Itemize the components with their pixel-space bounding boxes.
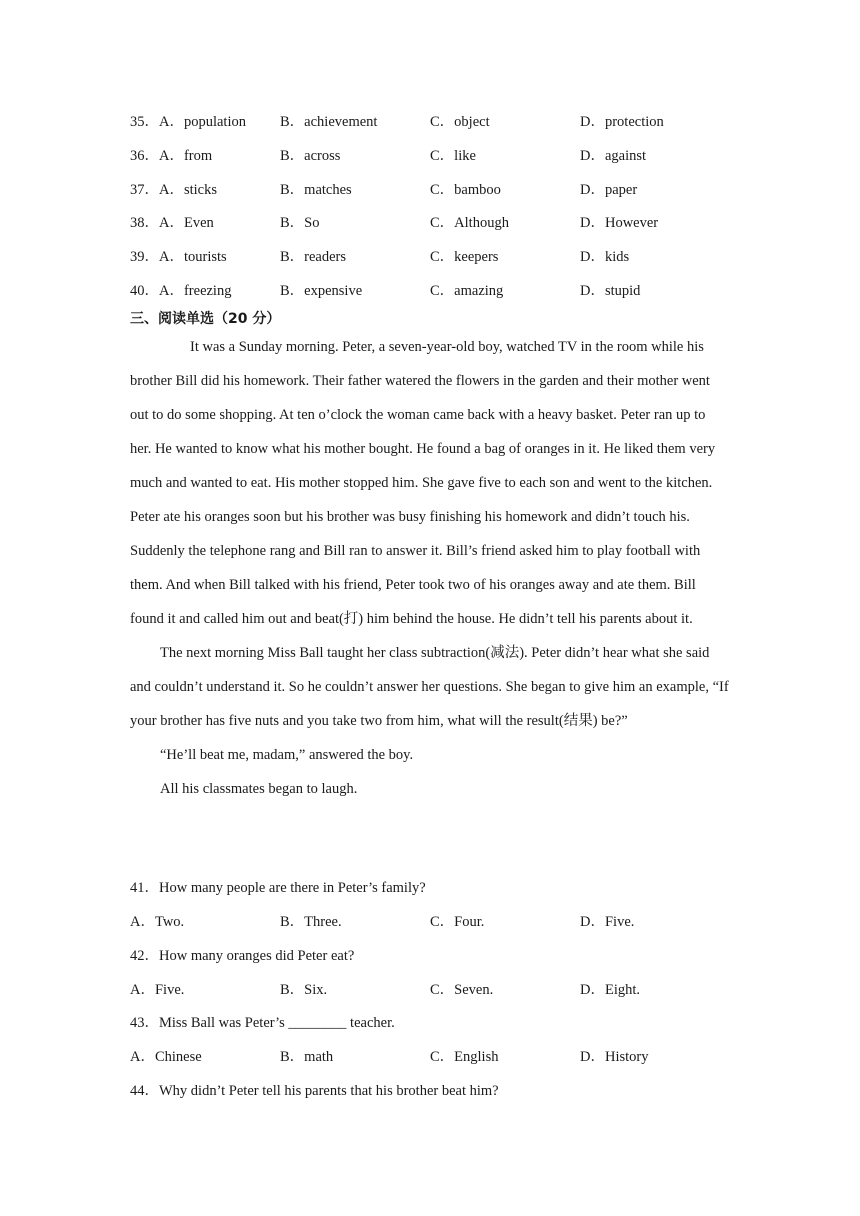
option-b: B．expensive: [280, 283, 363, 299]
option-c: C．Although: [430, 215, 509, 231]
option-b: B．math: [280, 1049, 334, 1065]
option-a: A．Chinese: [130, 1049, 202, 1065]
question-42-stem: 42．How many oranges did Peter eat?: [130, 948, 355, 964]
cloze-row-37: [130, 178, 730, 202]
option-a: A．Two.: [130, 914, 185, 930]
passage-paragraph-1: It was a Sunday morning. Peter, a seven-year-old boy, watched TV in the room while his brother Bill did his homework. Their father watered the flowers in the garden and their mother went out to do some shopping. At ten o’clock the woman came back with a heavy basket. Peter ran up to her. He wanted to know what his mother bought. He found a bag of oranges in it. He liked them very much and wanted to eat. His mother stopped him. She gave five to each son and went to the kitchen. Peter ate his oranges soon but his brother was busy finishing his homework and didn’t touch his. Suddenly the telephone rang and Bill ran to answer it. Bill’s friend asked him to play football with them. And when Bill talked with his friend, Peter took two of his oranges away and ate them. Bill found it and called him out and beat(打) him behind the house. He didn’t tell his parents about it.: [130, 339, 716, 627]
cloze-row-39: [130, 245, 730, 269]
option-c: C．Four.: [430, 914, 485, 930]
question-43-options: [130, 1045, 730, 1069]
option-c: C．bamboo: [430, 182, 501, 198]
option-c: C．like: [430, 148, 476, 164]
option-a: 40．A．freezing: [130, 283, 232, 299]
passage-paragraph-2: The next morning Miss Ball taught her class subtraction(减法). Peter didn’t hear what she said and couldn’t understand it. So he couldn’t answer her questions. She began to give him an example, “If your brother has five nuts and you take two from him, what will the result(结果) be?”: [130, 645, 729, 729]
option-c: C．keepers: [430, 249, 499, 265]
option-c: C．amazing: [430, 283, 504, 299]
option-b: B．So: [280, 215, 320, 231]
option-a: 38．A．Even: [130, 215, 214, 231]
question-43-stem: 43．Miss Ball was Peter’s ________ teacher.: [130, 1015, 395, 1031]
cloze-row-35: [130, 110, 730, 134]
cloze-row-36: [130, 144, 730, 168]
section-title: 三、阅读单选（20 分）: [130, 311, 281, 327]
option-b: B．achievement: [280, 114, 378, 130]
option-a: 36．A．from: [130, 148, 213, 164]
option-b: B．Three.: [280, 914, 342, 930]
question-41-stem: 41．How many people are there in Peter’s family?: [130, 880, 426, 896]
passage: [130, 330, 730, 806]
option-b: B．readers: [280, 249, 347, 265]
question-41-options: [130, 910, 730, 934]
option-d: D．against: [580, 148, 647, 164]
option-a: A．Five.: [130, 982, 185, 998]
option-d: D．However: [580, 215, 659, 231]
cloze-row-38: [130, 211, 730, 235]
option-a: 39．A．tourists: [130, 249, 227, 265]
option-d: D．paper: [580, 182, 638, 198]
option-d: D．Eight.: [580, 982, 641, 998]
option-d: D．History: [580, 1049, 649, 1065]
option-b: B．across: [280, 148, 341, 164]
option-b: B．matches: [280, 182, 352, 198]
option-a: 35．A．population: [130, 114, 246, 130]
cloze-row-40: [130, 279, 730, 303]
option-c: C．object: [430, 114, 490, 130]
option-a: 37．A．sticks: [130, 182, 217, 198]
option-d: D．protection: [580, 114, 664, 130]
option-d: D．kids: [580, 249, 630, 265]
question-42-options: [130, 978, 730, 1002]
option-d: D．stupid: [580, 283, 641, 299]
passage-paragraph-3: “He’ll beat me, madam,” answered the boy.: [160, 747, 414, 763]
question-44-stem: 44．Why didn’t Peter tell his parents that his brother beat him?: [130, 1083, 499, 1099]
option-d: D．Five.: [580, 914, 635, 930]
option-c: C．Seven.: [430, 982, 494, 998]
option-c: C．English: [430, 1049, 499, 1065]
passage-paragraph-4: All his classmates began to laugh.: [160, 781, 358, 797]
option-b: B．Six.: [280, 982, 328, 998]
